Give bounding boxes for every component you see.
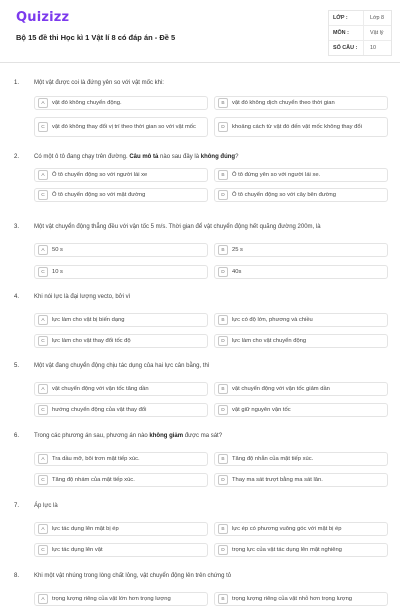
option-letter: A [38, 384, 48, 394]
option-d[interactable] [214, 334, 388, 348]
option-text: Ô tô đứng yên so với người lái xe. [232, 171, 321, 178]
option-letter: C [38, 545, 48, 555]
option-letter: C [38, 267, 48, 277]
question-number: 3. [14, 224, 20, 230]
option-text: vật đó không thay đổi vị trí theo thời gian so với vật mốc [52, 123, 196, 130]
question-text-bold: Câu mô tả [129, 154, 159, 160]
option-text: khoảng cách từ vật đó đến vật mốc không thay đổi [232, 123, 362, 130]
option-letter: B [218, 170, 228, 180]
option-letter: C [38, 122, 48, 132]
option-text: 25 s [232, 246, 243, 253]
question-text-part: Trong các phương án sau, phương án nào [34, 433, 150, 439]
option-text: lực tác dụng lên mặt bị ép [52, 525, 119, 532]
option-letter: A [38, 524, 48, 534]
option-text: lực làm cho vật thay đổi tốc độ [52, 337, 131, 344]
option-a[interactable] [34, 382, 208, 396]
option-c[interactable] [34, 188, 208, 202]
option-a[interactable] [34, 592, 208, 606]
option-text: trọng lực của vật tác dụng lên mặt nghiêng [232, 546, 342, 553]
option-a[interactable] [34, 168, 208, 182]
option-text: Ô tô chuyển động so với cây bên đường [232, 191, 336, 198]
option-text: 50 s [52, 246, 63, 253]
meta-row-subject [329, 26, 391, 41]
option-text: 10 s [52, 268, 63, 275]
question-number: 4. [14, 294, 20, 300]
option-b[interactable] [214, 168, 388, 182]
question-text-part: ? [235, 154, 239, 160]
meta-table [328, 10, 392, 56]
option-b[interactable] [214, 243, 388, 257]
option-a[interactable] [34, 96, 208, 110]
option-text: Ô tô chuyển động so với người lái xe [52, 171, 148, 178]
option-letter: B [218, 524, 228, 534]
meta-label: SỐ CÂU : [333, 45, 358, 51]
option-text: vật chuyển động với vận tốc giảm dần [232, 385, 330, 392]
option-text: lực ép có phương vuông góc với mặt bị ép [232, 525, 342, 532]
option-letter: B [218, 245, 228, 255]
option-a[interactable] [34, 313, 208, 327]
question-text-bold: không giảm [149, 433, 184, 439]
question-text-part: Có một ô tô đang chạy trên đường. [34, 154, 130, 160]
option-d[interactable] [214, 543, 388, 557]
option-b[interactable] [214, 382, 388, 396]
option-b[interactable] [214, 313, 388, 327]
option-d[interactable] [214, 188, 388, 202]
option-letter: D [218, 122, 228, 132]
option-text: lực có độ lớn, phương và chiều [232, 316, 313, 323]
option-text: trọng lượng riêng của vật lớn hơn trọng lượng [52, 595, 171, 602]
question-number: 2. [14, 154, 20, 160]
question-number: 7. [14, 503, 20, 509]
question-number: 6. [14, 433, 20, 439]
option-letter: B [218, 594, 228, 604]
option-letter: A [38, 170, 48, 180]
page-title: Bộ 15 đề thi Học kì 1 Vật lí 8 có đáp án - Đề 5 [16, 33, 176, 42]
option-letter: D [218, 267, 228, 277]
option-a[interactable] [34, 452, 208, 466]
option-d[interactable] [214, 403, 388, 417]
option-letter: A [38, 594, 48, 604]
option-letter: C [38, 190, 48, 200]
option-text: Tra dầu mỡ, bôi trơn mặt tiếp xúc. [52, 455, 140, 462]
option-text: Tăng độ nhẵn của mặt tiếp xúc. [232, 455, 314, 462]
question-text-part: nào sau đây là [158, 154, 201, 160]
option-text: Ô tô chuyển động so với mặt đường [52, 191, 146, 198]
question-text: Một vật đang chuyển động chịu tác dụng của hai lực cân bằng, thì [34, 363, 210, 369]
option-letter: A [38, 454, 48, 464]
option-letter: B [218, 384, 228, 394]
option-letter: D [218, 545, 228, 555]
option-b[interactable] [214, 592, 388, 606]
option-c[interactable] [34, 117, 208, 137]
meta-value: Lớp 8 [363, 11, 391, 25]
option-text: hướng chuyển động của vật thay đổi [52, 406, 147, 413]
question-text: Áp lực là [34, 503, 58, 509]
option-letter: A [38, 245, 48, 255]
question-number: 8. [14, 573, 20, 579]
meta-row-class [329, 11, 391, 26]
option-d[interactable] [214, 117, 388, 137]
question-text-bold: không đúng [200, 154, 236, 160]
option-d[interactable] [214, 473, 388, 487]
option-c[interactable] [34, 543, 208, 557]
option-text: lực làm cho vật chuyển động [232, 337, 307, 344]
option-c[interactable] [34, 265, 208, 279]
option-letter: C [38, 405, 48, 415]
quizizz-logo[interactable]: Quizizz [16, 10, 70, 25]
question-text [34, 433, 384, 439]
option-text: vật chuyển động với vận tốc tăng dần [52, 385, 149, 392]
question-text: Một vật được coi là đứng yên so với vật mốc khi: [34, 80, 164, 86]
question-text: Khi một vật nhúng trong lòng chất lỏng, vật chuyển động lên trên chứng tỏ [34, 573, 232, 579]
option-text: trọng lượng riêng của vật nhỏ hơn trọng lượng [232, 595, 353, 602]
option-letter: D [218, 475, 228, 485]
option-b[interactable] [214, 522, 388, 536]
question-text: Khi nói lực là đại lượng vecto, bởi vì [34, 294, 131, 300]
option-letter: A [38, 98, 48, 108]
question-text-part: được ma sát? [183, 433, 223, 439]
option-text: vật giữ nguyên vận tốc [232, 406, 291, 413]
option-text: vật đó không dịch chuyển theo thời gian [232, 99, 335, 106]
option-letter: D [218, 336, 228, 346]
option-text: Tăng độ nhám của mặt tiếp xúc. [52, 476, 135, 483]
option-b[interactable] [214, 452, 388, 466]
option-text: Thay ma sát trượt bằng ma sát lăn. [232, 476, 323, 483]
meta-label: LỚP : [333, 15, 348, 21]
question-text: Một vật chuyển động thẳng đều với vận tốc 5 m/s. Thời gian để vật chuyển động hết quãng đường 200m, là [34, 224, 321, 230]
meta-label: MÔN : [333, 30, 349, 36]
option-letter: C [38, 475, 48, 485]
option-c[interactable] [34, 334, 208, 348]
option-letter: B [218, 454, 228, 464]
option-letter: B [218, 98, 228, 108]
option-a[interactable] [34, 243, 208, 257]
meta-value: 10 [363, 41, 391, 55]
option-a[interactable] [34, 522, 208, 536]
option-letter: C [38, 336, 48, 346]
option-letter: B [218, 315, 228, 325]
option-text: vật đó không chuyển động. [52, 99, 122, 106]
question-number: 5. [14, 363, 20, 369]
option-letter: D [218, 190, 228, 200]
question-number: 1. [14, 80, 20, 86]
option-text: 40s [232, 268, 242, 275]
option-d[interactable] [214, 265, 388, 279]
header [0, 0, 400, 63]
meta-value: Vật lý [363, 26, 391, 40]
option-c[interactable] [34, 403, 208, 417]
option-b[interactable] [214, 96, 388, 110]
meta-row-count [329, 41, 391, 55]
option-text: lực làm cho vật bị biến dạng [52, 316, 125, 323]
option-letter: A [38, 315, 48, 325]
option-text: lực tác dụng lên vật [52, 546, 103, 553]
question-text [34, 154, 384, 160]
option-c[interactable] [34, 473, 208, 487]
option-letter: D [218, 405, 228, 415]
